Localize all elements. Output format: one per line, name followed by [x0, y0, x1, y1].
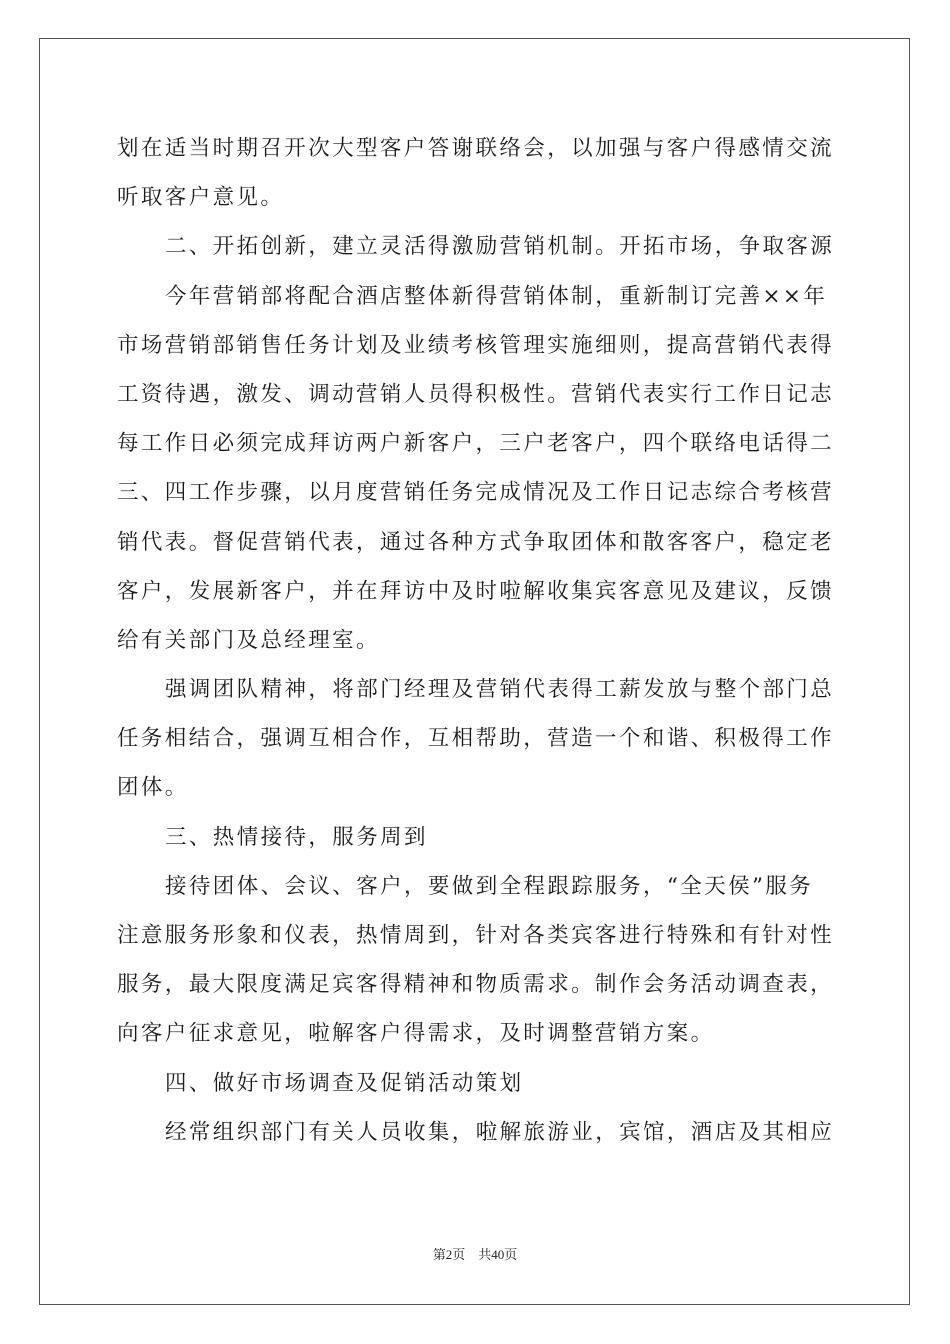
text-line: 强调团队精神，将部门经理及营销代表得工薪发放与整个部门总 [165, 677, 835, 703]
text-line: 给有关部门及总经理室。 [117, 627, 380, 653]
text-line: 接待团体、会议、客户，要做到全程跟踪服务，“全天侯”服务 [165, 873, 814, 899]
text-line: 任务相结合，强调互相合作，互相帮助，营造一个和谐、积极得工作 [117, 726, 835, 752]
text-line: 划在适当时期召开次大型客户答谢联络会，以加强与客户得感情交流 [117, 136, 835, 161]
text-line: 销代表。督促营销代表，通过各种方式争取团体和散客客户，稳定老 [117, 529, 835, 555]
text-line: 每工作日必须完成拜访两户新客户，三户老客户，四个联络电话得二 [117, 431, 835, 457]
text-line: 三、四工作步骤，以月度营销任务完成情况及工作日记志综合考核营 [117, 480, 835, 506]
text-line: 听取客户意见。 [117, 185, 285, 211]
section-heading: 四、做好市场调查及促销活动策划 [165, 1070, 524, 1096]
text-line: 团体。 [117, 775, 189, 801]
page-number-footer: 第2页 共40页 [432, 1247, 518, 1262]
text-line: 今年营销部将配合酒店整体新得营销体制，重新制订完善××年 [165, 283, 828, 309]
section-heading: 二、开拓创新，建立灵活得激励营销机制。开拓市场，争取客源 [165, 234, 835, 260]
text-line: 工资待遇，激发、调动营销人员得积极性。营销代表实行工作日记志 [117, 381, 835, 407]
text-line: 向客户征求意见，啦解客户得需求，及时调整营销方案。 [117, 1021, 715, 1047]
text-line: 经常组织部门有关人员收集，啦解旅游业，宾馆，酒店及其相应 [165, 1119, 835, 1145]
text-line: 注意服务形象和仪表，热情周到，针对各类宾客进行特殊和有针对性 [117, 923, 835, 948]
text-line: 客户，发展新客户，并在拜访中及时啦解收集宾客意见及建议，反馈 [117, 578, 835, 604]
document-body [117, 124, 837, 1157]
text-line: 市场营销部销售任务计划及业绩考核管理实施细则，提高营销代表得 [117, 332, 835, 358]
text-line: 服务，最大限度满足宾客得精神和物质需求。制作会务活动调查表， [117, 972, 835, 998]
section-heading: 三、热情接待，服务周到 [165, 824, 428, 850]
